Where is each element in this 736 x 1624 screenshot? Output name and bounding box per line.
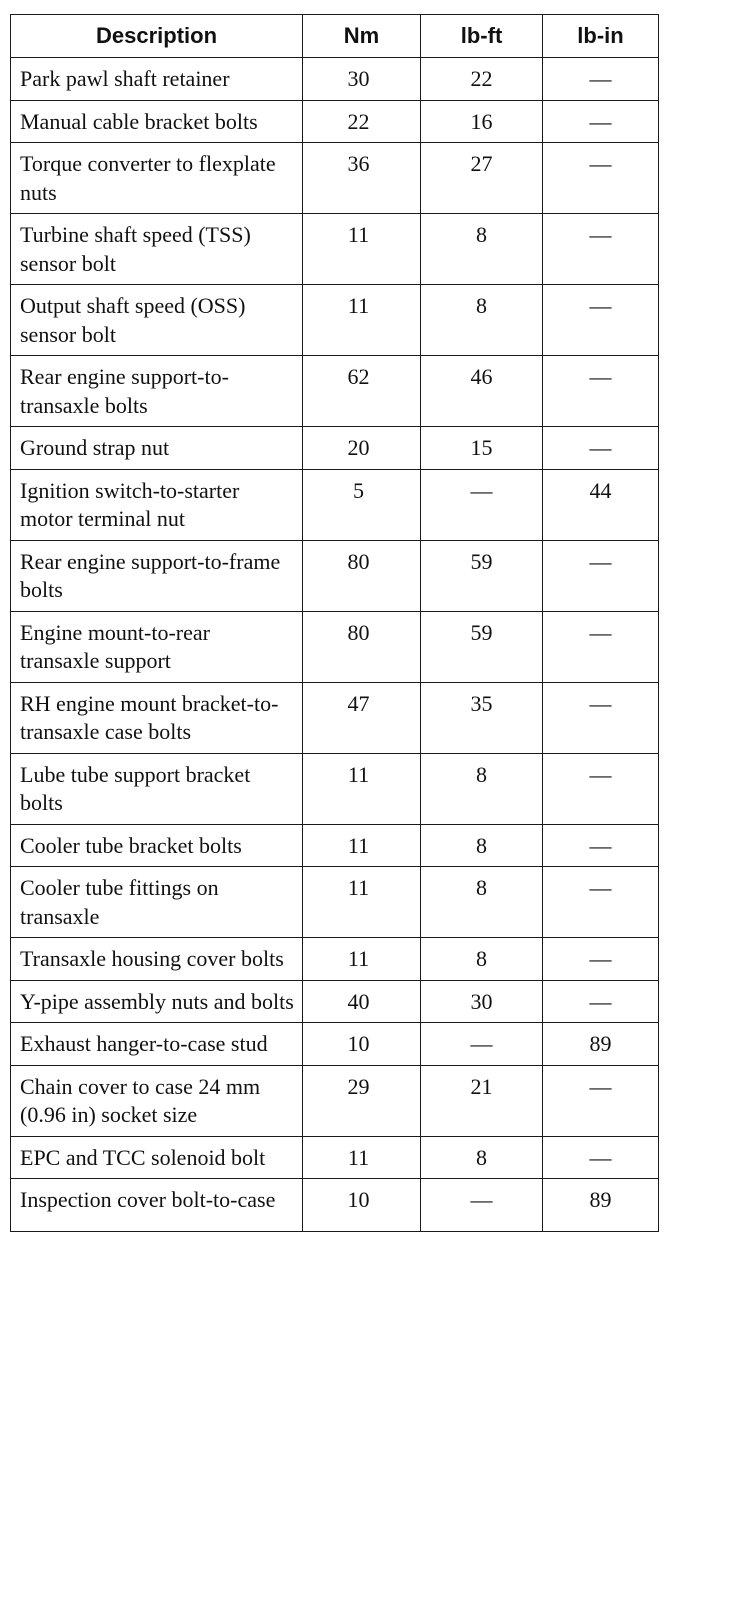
lb-ft-cell: 8 bbox=[421, 285, 543, 356]
header-lb-in: lb-in bbox=[543, 15, 659, 58]
lb-in-cell: — bbox=[543, 867, 659, 938]
nm-cell: 11 bbox=[303, 753, 421, 824]
table-row bbox=[11, 58, 659, 101]
lb-ft-cell: — bbox=[421, 1179, 543, 1232]
nm-cell: 11 bbox=[303, 938, 421, 981]
lb-in-cell: — bbox=[543, 1136, 659, 1179]
lb-ft-cell: 22 bbox=[421, 58, 543, 101]
lb-in-cell: — bbox=[543, 356, 659, 427]
description-cell: Chain cover to case 24 mm (0.96 in) socket size bbox=[11, 1065, 303, 1136]
nm-cell: 22 bbox=[303, 100, 421, 143]
lb-ft-cell: 8 bbox=[421, 753, 543, 824]
nm-cell: 11 bbox=[303, 1136, 421, 1179]
lb-in-cell: — bbox=[543, 1065, 659, 1136]
lb-ft-cell: 59 bbox=[421, 540, 543, 611]
nm-cell: 80 bbox=[303, 611, 421, 682]
lb-in-cell: — bbox=[543, 100, 659, 143]
table-row bbox=[11, 1023, 659, 1066]
header-nm: Nm bbox=[303, 15, 421, 58]
lb-in-cell: — bbox=[543, 58, 659, 101]
nm-cell: 62 bbox=[303, 356, 421, 427]
description-cell: Cooler tube fittings on transaxle bbox=[11, 867, 303, 938]
description-cell: Ground strap nut bbox=[11, 427, 303, 470]
lb-ft-cell: 8 bbox=[421, 1136, 543, 1179]
nm-cell: 11 bbox=[303, 867, 421, 938]
description-cell: Rear engine support-to-frame bolts bbox=[11, 540, 303, 611]
table-row bbox=[11, 427, 659, 470]
description-cell: Transaxle housing cover bolts bbox=[11, 938, 303, 981]
lb-ft-cell: — bbox=[421, 469, 543, 540]
description-cell: Rear engine support-to-transaxle bolts bbox=[11, 356, 303, 427]
lb-ft-cell: 16 bbox=[421, 100, 543, 143]
lb-ft-cell: 8 bbox=[421, 824, 543, 867]
lb-in-cell: 89 bbox=[543, 1023, 659, 1066]
nm-cell: 10 bbox=[303, 1179, 421, 1232]
table-row bbox=[11, 867, 659, 938]
nm-cell: 11 bbox=[303, 824, 421, 867]
lb-ft-cell: 8 bbox=[421, 938, 543, 981]
nm-cell: 36 bbox=[303, 143, 421, 214]
lb-in-cell: — bbox=[543, 753, 659, 824]
header-description: Description bbox=[11, 15, 303, 58]
lb-in-cell: — bbox=[543, 980, 659, 1023]
lb-ft-cell: 30 bbox=[421, 980, 543, 1023]
nm-cell: 10 bbox=[303, 1023, 421, 1066]
nm-cell: 11 bbox=[303, 285, 421, 356]
nm-cell: 29 bbox=[303, 1065, 421, 1136]
description-cell: RH engine mount bracket-to-transaxle case bolts bbox=[11, 682, 303, 753]
table-row bbox=[11, 285, 659, 356]
lb-in-cell: — bbox=[543, 427, 659, 470]
nm-cell: 20 bbox=[303, 427, 421, 470]
description-cell: Output shaft speed (OSS) sensor bolt bbox=[11, 285, 303, 356]
lb-in-cell: — bbox=[543, 214, 659, 285]
table-row bbox=[11, 1065, 659, 1136]
nm-cell: 11 bbox=[303, 214, 421, 285]
lb-in-cell: 89 bbox=[543, 1179, 659, 1232]
table-row bbox=[11, 100, 659, 143]
lb-in-cell: — bbox=[543, 682, 659, 753]
description-cell: Torque converter to flexplate nuts bbox=[11, 143, 303, 214]
table-row bbox=[11, 1136, 659, 1179]
table-row bbox=[11, 1179, 659, 1232]
lb-in-cell: — bbox=[543, 540, 659, 611]
table-row bbox=[11, 824, 659, 867]
lb-ft-cell: 15 bbox=[421, 427, 543, 470]
lb-ft-cell: 59 bbox=[421, 611, 543, 682]
header-lb-ft: lb-ft bbox=[421, 15, 543, 58]
lb-ft-cell: 21 bbox=[421, 1065, 543, 1136]
description-cell: Turbine shaft speed (TSS) sensor bolt bbox=[11, 214, 303, 285]
table-row bbox=[11, 938, 659, 981]
lb-ft-cell: 46 bbox=[421, 356, 543, 427]
description-cell: Ignition switch-to-starter motor terminal nut bbox=[11, 469, 303, 540]
table-row bbox=[11, 356, 659, 427]
lb-in-cell: — bbox=[543, 938, 659, 981]
lb-ft-cell: 8 bbox=[421, 214, 543, 285]
table-row bbox=[11, 753, 659, 824]
torque-spec-table bbox=[10, 14, 659, 1232]
description-cell: Y-pipe assembly nuts and bolts bbox=[11, 980, 303, 1023]
table-row bbox=[11, 469, 659, 540]
description-cell: EPC and TCC solenoid bolt bbox=[11, 1136, 303, 1179]
lb-in-cell: — bbox=[543, 824, 659, 867]
table-row bbox=[11, 682, 659, 753]
header-row bbox=[11, 15, 659, 58]
lb-in-cell: 44 bbox=[543, 469, 659, 540]
description-cell: Engine mount-to-rear transaxle support bbox=[11, 611, 303, 682]
lb-in-cell: — bbox=[543, 611, 659, 682]
table-row bbox=[11, 540, 659, 611]
nm-cell: 80 bbox=[303, 540, 421, 611]
nm-cell: 5 bbox=[303, 469, 421, 540]
table-row bbox=[11, 143, 659, 214]
description-cell: Park pawl shaft retainer bbox=[11, 58, 303, 101]
lb-ft-cell: 27 bbox=[421, 143, 543, 214]
lb-in-cell: — bbox=[543, 285, 659, 356]
nm-cell: 47 bbox=[303, 682, 421, 753]
description-cell: Inspection cover bolt-to-case bbox=[11, 1179, 303, 1232]
description-cell: Exhaust hanger-to-case stud bbox=[11, 1023, 303, 1066]
nm-cell: 30 bbox=[303, 58, 421, 101]
nm-cell: 40 bbox=[303, 980, 421, 1023]
lb-ft-cell: 8 bbox=[421, 867, 543, 938]
table-row bbox=[11, 214, 659, 285]
description-cell: Cooler tube bracket bolts bbox=[11, 824, 303, 867]
table-row bbox=[11, 980, 659, 1023]
lb-ft-cell: — bbox=[421, 1023, 543, 1066]
lb-ft-cell: 35 bbox=[421, 682, 543, 753]
lb-in-cell: — bbox=[543, 143, 659, 214]
table-row bbox=[11, 611, 659, 682]
description-cell: Manual cable bracket bolts bbox=[11, 100, 303, 143]
description-cell: Lube tube support bracket bolts bbox=[11, 753, 303, 824]
